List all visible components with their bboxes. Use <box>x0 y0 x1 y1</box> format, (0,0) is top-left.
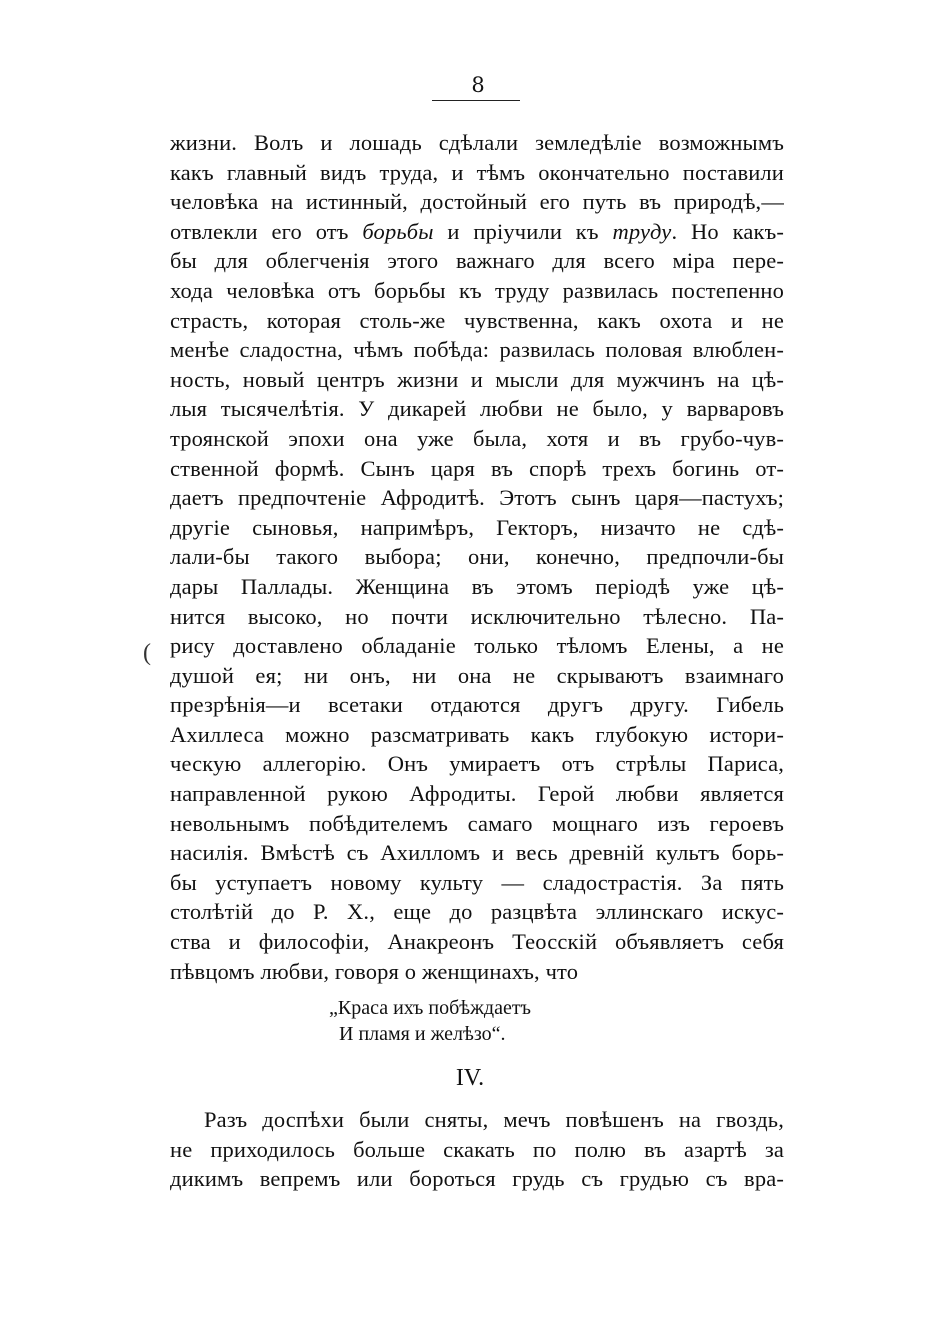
text-line: не приходилось больше скакать по полю въ азартѣ за <box>170 1136 784 1162</box>
text-line <box>170 424 784 454</box>
text-line <box>170 246 784 276</box>
text-run: ства и философіи, Анакреонъ Теосскій объявляетъ себя <box>170 929 784 955</box>
text-run: Ахиллеса можно разсматривать какъ глубокую истори- <box>170 721 784 747</box>
text-run: другіе сыновья, напримѣръ, Гекторъ, низачто не сдѣ- <box>170 514 784 540</box>
text-line <box>170 602 784 632</box>
text-line <box>170 779 784 809</box>
verse-quote <box>329 995 749 1047</box>
text-line <box>170 957 784 987</box>
text-line <box>170 158 784 188</box>
emphasized-word: труду <box>612 218 672 244</box>
text-line <box>170 454 784 484</box>
margin-mark: ( <box>143 640 151 666</box>
text-line <box>170 897 784 927</box>
text-run: человѣка на истинный, достойный его путь въ природѣ,— <box>170 189 784 215</box>
page-number: 8 <box>471 73 485 97</box>
text-run: хода человѣка отъ борьбы къ труду развилась постепенно <box>170 277 784 303</box>
text-run: лыя тысячелѣтія. У дикарей любви не было, у варваровъ <box>170 396 784 422</box>
text-line <box>170 513 784 543</box>
text-line <box>170 187 784 217</box>
text-run: троянской эпохи она уже была, хотя и въ грубо-чув- <box>170 425 784 451</box>
text-run: даетъ предпочтеніе Афродитѣ. Этотъ сынъ царя—пастухъ; <box>170 485 784 511</box>
text-line <box>170 720 784 750</box>
text-line <box>170 483 784 513</box>
text-line <box>170 809 784 839</box>
text-line <box>170 838 784 868</box>
text-run: насилія. Вмѣстѣ съ Ахилломъ и весь древній культъ борь- <box>170 840 784 866</box>
text-line <box>170 690 784 720</box>
text-line: Разъ доспѣхи были сняты, мечъ повѣшенъ на гвоздь, <box>204 1107 784 1132</box>
next-section-paragraph <box>170 1105 784 1194</box>
text-line <box>170 306 784 336</box>
main-paragraph <box>170 128 784 986</box>
text-run: менѣе сладостна, чѣмъ побѣда: развилась половая влюблен- <box>170 337 784 363</box>
text-line <box>170 631 784 661</box>
emphasized-word: борьбы <box>362 218 434 244</box>
text-line <box>170 394 784 424</box>
text-run: отвлекли его отъ <box>170 218 363 244</box>
verse-line-2: И пламя и желѣзо“. <box>339 1023 506 1045</box>
text-line <box>170 542 784 572</box>
text-run: рису доставлено обладаніе только тѣломъ Елены, а не <box>170 633 784 659</box>
text-run: презрѣнія—и всетаки отдаются другъ другу. Гибель <box>170 692 784 718</box>
text-run: дары Паллады. Женщина въ этомъ періодѣ уже цѣ- <box>170 573 784 599</box>
text-run: бы уступаетъ новому культу — сладострастія. За пять <box>170 869 784 895</box>
text-line: дикимъ вепремъ или бороться грудь съ грудью съ вра- <box>170 1166 784 1192</box>
text-line <box>170 868 784 898</box>
verse-line-1: „Краса ихъ побѣждаетъ <box>329 997 531 1019</box>
text-line <box>170 128 784 158</box>
text-run: направленной рукою Афродиты. Герой любви является <box>170 781 784 807</box>
text-run: жизни. Волъ и лошадь сдѣлали земледѣліе возможнымъ <box>170 130 784 155</box>
text-line <box>170 572 784 602</box>
text-run: нится высоко, но почти исключительно тѣлесно. Па- <box>170 603 784 629</box>
text-line <box>170 217 784 247</box>
text-line <box>170 276 784 306</box>
text-line <box>170 749 784 779</box>
text-run: столѣтій до Р. Х., еще до разцвѣта эллинскаго искус- <box>170 899 784 925</box>
text-line <box>170 661 784 691</box>
text-run: лали-бы такого выбора; они, конечно, предпочли-бы <box>170 544 784 570</box>
page-number-rule <box>432 100 520 101</box>
text-run: . Но какъ- <box>671 218 784 244</box>
text-run: и пріучили къ <box>433 218 613 244</box>
text-run: бы для облегченія этого важнаго для всего міра пере- <box>170 248 784 274</box>
text-run: страсть, которая столь-же чувственна, какъ охота и не <box>170 307 784 333</box>
text-line <box>170 365 784 395</box>
text-run: пѣвцомъ любви, говоря о женщинахъ, что <box>170 958 579 984</box>
section-heading: IV. <box>455 1065 485 1091</box>
text-line <box>170 335 784 365</box>
text-run: какъ главный видъ труда, и тѣмъ окончательно поставили <box>170 159 784 185</box>
text-run: невольнымъ побѣдителемъ самаго мощнаго изъ героевъ <box>170 810 784 836</box>
text-run: ность, новый центръ жизни и мысли для мужчинъ на цѣ- <box>170 366 784 392</box>
text-run: ческую аллегорію. Онъ умираетъ отъ стрѣлы Париса, <box>170 751 784 777</box>
text-run: ственной формѣ. Сынъ царя въ спорѣ трехъ богинь от- <box>170 455 784 481</box>
text-line <box>170 927 784 957</box>
text-run: душой ея; ни онъ, ни она не скрываютъ взаимнаго <box>170 662 784 688</box>
